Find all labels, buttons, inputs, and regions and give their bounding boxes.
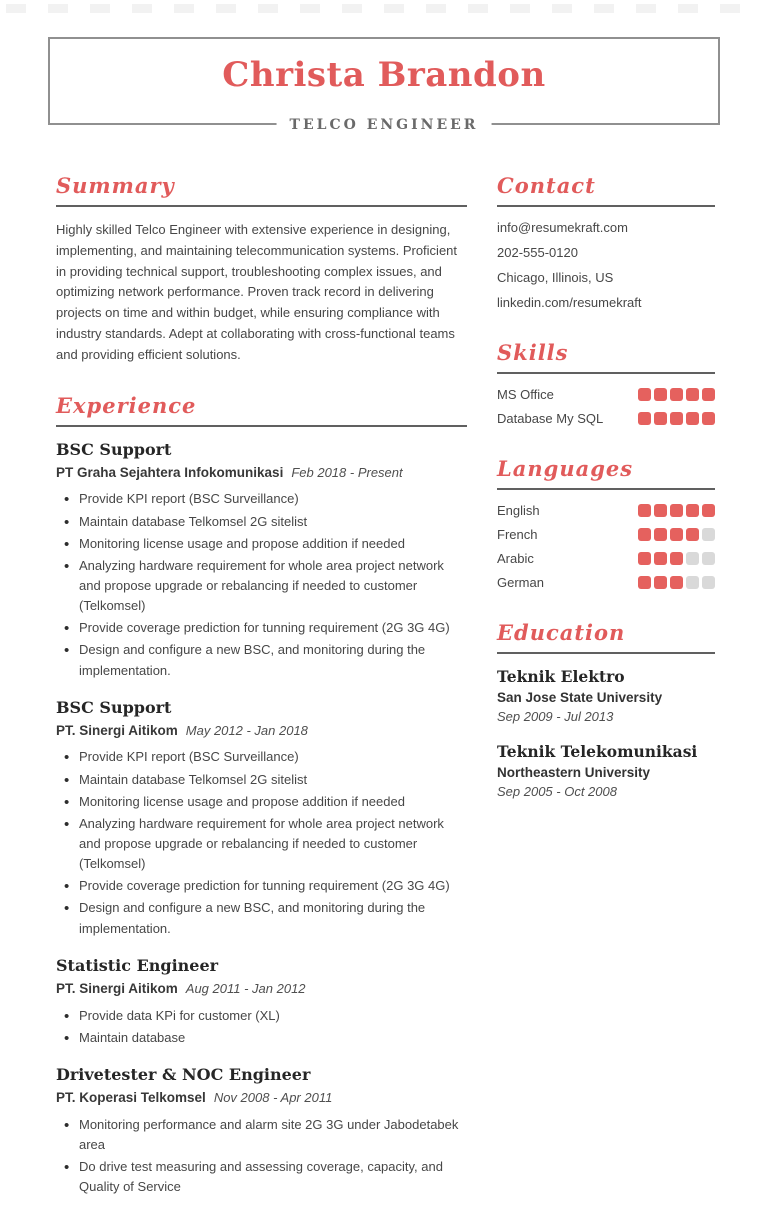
education-entries <box>497 667 715 799</box>
person-name: Christa Brandon <box>222 55 546 95</box>
education-entry <box>497 742 715 799</box>
language-label: Arabic <box>497 551 534 566</box>
contact-heading: Contact <box>497 173 715 207</box>
job-bullet: • Analyzing hardware requirement for whole area project network and propose upgrade or rebalancing if needed to customer (Telkomsel) <box>56 814 467 874</box>
education-school: Northeastern University <box>497 765 651 780</box>
rating-square <box>670 504 683 517</box>
languages-list <box>497 503 715 590</box>
job-title: Statistic Engineer <box>56 955 219 975</box>
job-title: BSC Support <box>56 439 172 459</box>
rating-square <box>638 388 651 401</box>
contact-section <box>497 173 715 310</box>
content-columns <box>56 173 715 1214</box>
rating-square <box>638 552 651 565</box>
rating-square <box>702 504 715 517</box>
education-dates: Sep 2005 - Oct 2008 <box>497 784 617 799</box>
rating-square <box>686 504 699 517</box>
rating-square <box>638 528 651 541</box>
education-section <box>497 620 715 799</box>
education-dates: Sep 2009 - Jul 2013 <box>497 709 614 724</box>
job-dates: Feb 2018 - Present <box>291 464 403 480</box>
job-company: PT. Koperasi Telkomsel <box>56 1089 206 1105</box>
job-bullet: • Monitoring license usage and propose addition if needed <box>56 534 467 554</box>
skills-list <box>497 387 715 426</box>
job-title: Drivetester & NOC Engineer <box>56 1064 311 1084</box>
summary-heading: Summary <box>56 173 467 207</box>
job-company: PT. Sinergi Aitikom <box>56 980 178 996</box>
education-entry <box>497 667 715 724</box>
rating-square <box>702 528 715 541</box>
experience-section <box>56 393 467 1198</box>
skill-row <box>497 411 715 426</box>
rating-square <box>670 552 683 565</box>
top-decorative-dashes <box>6 4 762 13</box>
education-degree: Teknik Elektro <box>497 667 625 686</box>
language-rating <box>638 576 715 589</box>
rating-square <box>686 528 699 541</box>
job-title: BSC Support <box>56 697 172 717</box>
job-company: PT Graha Sejahtera Infokomunikasi <box>56 464 284 480</box>
job-dates: Nov 2008 - Apr 2011 <box>213 1089 333 1105</box>
job-bullet: • Provide KPI report (BSC Surveillance) <box>56 489 467 509</box>
job-bullets <box>56 489 467 680</box>
rating-square <box>702 552 715 565</box>
rating-square <box>638 504 651 517</box>
skill-label: MS Office <box>497 387 554 402</box>
experience-heading: Experience <box>56 393 467 427</box>
rating-square <box>686 576 699 589</box>
job-dates: Aug 2011 - Jan 2012 <box>185 980 306 996</box>
summary-section <box>56 173 467 366</box>
right-column <box>497 173 715 1214</box>
experience-entry <box>56 698 467 939</box>
rating-square <box>670 388 683 401</box>
job-bullet: • Provide data KPi for customer (XL) <box>56 1006 467 1026</box>
rating-square <box>686 388 699 401</box>
language-label: French <box>497 527 538 542</box>
skill-label: Database My SQL <box>497 411 604 426</box>
languages-heading: Languages <box>497 456 715 490</box>
language-row <box>497 527 715 542</box>
job-bullet: • Provide coverage prediction for tunning requirement (2G 3G 4G) <box>56 618 467 638</box>
experience-entry <box>56 440 467 681</box>
rating-square <box>702 388 715 401</box>
job-bullet: • Design and configure a new BSC, and monitoring during the implementation. <box>56 898 467 938</box>
skill-rating <box>638 388 715 401</box>
job-bullet: • Monitoring performance and alarm site 2G 3G under Jabodetabek area <box>56 1115 467 1155</box>
rating-square <box>654 552 667 565</box>
rating-square <box>654 576 667 589</box>
job-dates: May 2012 - Jan 2018 <box>185 722 308 738</box>
job-bullet: • Do drive test measuring and assessing coverage, capacity, and Quality of Service <box>56 1157 467 1197</box>
left-column <box>56 173 467 1214</box>
job-meta <box>56 979 467 1000</box>
languages-section <box>497 456 715 590</box>
summary-text: Highly skilled Telco Engineer with extensive experience in designing, implementing, and maintaining telecommunication systems. Proficient in providing technical support, troubleshooting complex issues, and optimizing network performance. Proven track record in delivering projects on time and within budget, while ensuring compliance with industry standards. Adept at collaborating with cross-functional teams and providing efficient solutions. <box>56 222 458 362</box>
job-bullets <box>56 1006 467 1048</box>
skills-heading: Skills <box>497 340 715 374</box>
rating-square <box>654 388 667 401</box>
language-row <box>497 551 715 566</box>
language-rating <box>638 504 715 517</box>
contact-list <box>497 220 715 310</box>
education-heading: Education <box>497 620 715 654</box>
job-bullet: • Analyzing hardware requirement for whole area project network and propose upgrade or rebalancing if needed to customer (Telkomsel) <box>56 556 467 616</box>
experience-entry <box>56 956 467 1048</box>
experience-entries <box>56 440 467 1198</box>
rating-square <box>670 528 683 541</box>
contact-phone: 202-555-0120 <box>497 245 578 260</box>
job-meta <box>56 463 467 484</box>
job-bullet: • Provide KPI report (BSC Surveillance) <box>56 747 467 767</box>
skills-section <box>497 340 715 426</box>
job-company: PT. Sinergi Aitikom <box>56 722 178 738</box>
rating-square <box>686 412 699 425</box>
language-rating <box>638 552 715 565</box>
rating-square <box>654 412 667 425</box>
job-bullet: • Monitoring license usage and propose addition if needed <box>56 792 467 812</box>
person-job-title: TELCO ENGINEER <box>277 117 492 133</box>
experience-entry <box>56 1065 467 1197</box>
job-bullet: • Maintain database Telkomsel 2G sitelist <box>56 770 467 790</box>
rating-square <box>638 412 651 425</box>
skill-row <box>497 387 715 402</box>
job-bullets <box>56 1115 467 1198</box>
rating-square <box>654 528 667 541</box>
job-meta <box>56 1088 467 1109</box>
job-bullets <box>56 747 467 938</box>
language-label: German <box>497 575 544 590</box>
resume-page <box>0 4 768 1194</box>
language-label: English <box>497 503 540 518</box>
skill-rating <box>638 412 715 425</box>
education-degree: Teknik Telekomunikasi <box>497 742 698 761</box>
rating-square <box>702 576 715 589</box>
rating-square <box>670 576 683 589</box>
rating-square <box>702 412 715 425</box>
rating-square <box>670 412 683 425</box>
header <box>48 37 720 133</box>
job-bullet: • Design and configure a new BSC, and monitoring during the implementation. <box>56 640 467 680</box>
rating-square <box>686 552 699 565</box>
contact-location: Chicago, Illinois, US <box>497 270 614 285</box>
job-bullet: • Maintain database Telkomsel 2G sitelist <box>56 512 467 532</box>
job-meta <box>56 721 467 742</box>
rating-square <box>654 504 667 517</box>
job-bullet: • Provide coverage prediction for tunning requirement (2G 3G 4G) <box>56 876 467 896</box>
language-row <box>497 575 715 590</box>
rating-square <box>638 576 651 589</box>
language-rating <box>638 528 715 541</box>
job-bullet: • Maintain database <box>56 1028 467 1048</box>
language-row <box>497 503 715 518</box>
contact-email: info@resumekraft.com <box>497 220 628 235</box>
education-school: San Jose State University <box>497 690 663 705</box>
contact-linkedin: linkedin.com/resumekraft <box>497 295 642 310</box>
